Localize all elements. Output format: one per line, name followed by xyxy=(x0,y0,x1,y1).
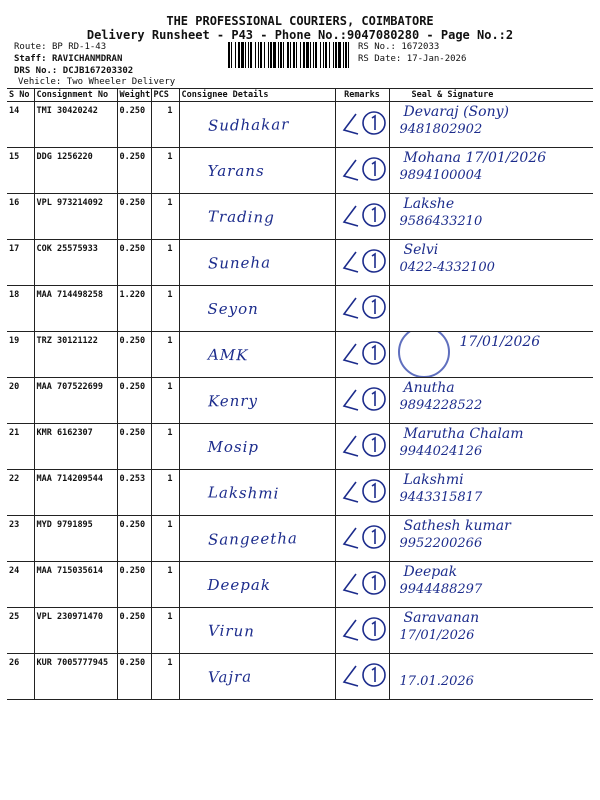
signature-line-2: 17.01.2026 xyxy=(399,674,474,689)
consignee-handwriting: Kenry xyxy=(207,391,258,411)
delivered-tick-mark xyxy=(340,384,390,414)
row-sno: 17 xyxy=(7,240,34,286)
row-consignee xyxy=(179,286,335,332)
row-sno: 16 xyxy=(7,194,34,240)
row-seal-signature xyxy=(389,194,593,240)
row-consignment-no: TRZ 30121122 xyxy=(34,332,117,378)
barcode-bar xyxy=(315,42,317,68)
col-seal-signature: Seal & Signature xyxy=(389,89,593,102)
row-consignee xyxy=(179,240,335,286)
barcode-bar xyxy=(280,42,282,68)
row-consignee xyxy=(179,148,335,194)
consignee-handwriting: Vajra xyxy=(207,667,252,687)
barcode xyxy=(228,42,352,68)
barcode-bar xyxy=(290,42,291,68)
consignee-handwriting: Virun xyxy=(207,621,255,641)
row-remarks xyxy=(335,562,389,608)
barcode-bar xyxy=(228,42,230,68)
row-remarks xyxy=(335,148,389,194)
delivered-tick-mark xyxy=(340,292,390,322)
row-pcs: 1 xyxy=(151,286,179,332)
row-seal-signature xyxy=(389,378,593,424)
consignee-handwriting: Deepak xyxy=(207,576,271,594)
row-seal-signature xyxy=(389,240,593,286)
report-subtitle: Delivery Runsheet - P43 - Phone No.:9047080280 - Page No.:2 xyxy=(86,28,514,42)
signature-line-2: 17/01/2026 xyxy=(399,628,475,643)
signature-line-2: 0422-4332100 xyxy=(399,260,495,275)
col-consignee-details: Consignee Details xyxy=(179,89,335,102)
delivered-tick-mark xyxy=(340,522,390,552)
row-consignee xyxy=(179,378,335,424)
row-consignment-no: TMI 30420242 xyxy=(34,102,117,148)
signature-line-1: Deepak xyxy=(403,564,458,580)
vehicle-line xyxy=(18,77,175,87)
table-row xyxy=(7,378,593,424)
row-remarks xyxy=(335,470,389,516)
row-weight: 0.250 xyxy=(117,562,151,608)
row-seal-signature xyxy=(389,516,593,562)
barcode-bar xyxy=(300,42,301,68)
rs-no-label: RS No.: xyxy=(358,42,396,52)
barcode-bar xyxy=(313,42,314,68)
row-weight: 0.250 xyxy=(117,332,151,378)
rs-date-value: 17-Jan-2026 xyxy=(406,54,467,64)
row-consignee xyxy=(179,562,335,608)
row-remarks xyxy=(335,516,389,562)
runsheet-table xyxy=(7,88,593,700)
row-sno: 22 xyxy=(7,470,34,516)
barcode-bar xyxy=(241,42,244,68)
seal-stamp xyxy=(398,332,450,378)
delivered-tick-mark xyxy=(340,568,390,598)
row-consignee xyxy=(179,654,335,700)
rs-no-line xyxy=(358,42,439,52)
delivered-tick-mark xyxy=(340,660,390,690)
consignee-handwriting: Trading xyxy=(207,207,275,227)
table-row xyxy=(7,332,593,378)
barcode-bar xyxy=(306,42,309,68)
row-sno: 21 xyxy=(7,424,34,470)
barcode-bar xyxy=(248,42,249,68)
barcode-bar xyxy=(310,42,311,68)
barcode-bar xyxy=(270,42,272,68)
table-row xyxy=(7,102,593,148)
row-pcs: 1 xyxy=(151,424,179,470)
row-sno: 14 xyxy=(7,102,34,148)
row-seal-signature xyxy=(389,148,593,194)
row-remarks xyxy=(335,240,389,286)
signature-line-2: 9894228522 xyxy=(399,398,483,413)
route-label: Route: xyxy=(14,42,47,52)
barcode-bar xyxy=(258,42,259,68)
row-pcs: 1 xyxy=(151,516,179,562)
consignee-handwriting: Sangeetha xyxy=(207,529,298,549)
delivered-tick-mark xyxy=(340,200,390,230)
row-consignee xyxy=(179,470,335,516)
consignee-handwriting: AMK xyxy=(207,345,249,365)
row-sno: 25 xyxy=(7,608,34,654)
staff-value: RAVICHANMDRAN xyxy=(51,54,123,64)
barcode-bar xyxy=(235,42,236,68)
barcode-bar xyxy=(325,42,327,68)
signature-line-1: Lakshmi xyxy=(403,472,464,488)
signature-line-1: Lakshe xyxy=(403,196,455,212)
table-row xyxy=(7,194,593,240)
col-pcs: PCS xyxy=(151,89,179,102)
row-remarks xyxy=(335,654,389,700)
consignee-handwriting: Suneha xyxy=(207,253,271,273)
vehicle-label: Vehicle: xyxy=(18,77,62,87)
row-remarks xyxy=(335,608,389,654)
staff-label: Staff: xyxy=(14,54,47,64)
rs-date-label: RS Date: xyxy=(358,54,402,64)
table-row xyxy=(7,148,593,194)
consignee-handwriting: Lakshmi xyxy=(207,483,280,503)
row-consignment-no: MAA 715035614 xyxy=(34,562,117,608)
row-pcs: 1 xyxy=(151,102,179,148)
row-weight: 0.250 xyxy=(117,608,151,654)
row-remarks xyxy=(335,378,389,424)
vehicle-value: Two Wheeler Delivery xyxy=(66,77,176,87)
table-row xyxy=(7,516,593,562)
barcode-bar xyxy=(250,42,252,68)
signature-line-1: Devaraj (Sony) xyxy=(403,104,509,120)
row-seal-signature xyxy=(389,470,593,516)
barcode-bar xyxy=(264,42,265,68)
row-seal-signature xyxy=(389,654,593,700)
row-weight: 0.250 xyxy=(117,424,151,470)
barcode-bar xyxy=(238,42,240,68)
row-remarks xyxy=(335,286,389,332)
row-pcs: 1 xyxy=(151,562,179,608)
barcode-bar xyxy=(320,42,321,68)
row-pcs: 1 xyxy=(151,194,179,240)
row-consignee xyxy=(179,332,335,378)
row-seal-signature xyxy=(389,286,593,332)
row-sno: 26 xyxy=(7,654,34,700)
barcode-bar xyxy=(231,42,232,68)
barcode-bar xyxy=(296,42,297,68)
signature-line-1: Selvi xyxy=(403,242,439,258)
barcode-bar xyxy=(345,42,347,68)
consignee-handwriting: Sudhakar xyxy=(207,115,290,135)
delivered-tick-mark xyxy=(340,246,390,276)
signature-line-1: Mohana 17/01/2026 xyxy=(403,150,547,166)
row-weight: 0.250 xyxy=(117,194,151,240)
barcode-bar xyxy=(323,42,324,68)
drs-value: DCJB167203302 xyxy=(62,66,134,76)
delivered-tick-mark xyxy=(340,476,390,506)
staff-line xyxy=(14,54,122,64)
table-row xyxy=(7,654,593,700)
delivered-tick-mark xyxy=(340,430,390,460)
row-seal-signature xyxy=(389,332,593,378)
row-pcs: 1 xyxy=(151,240,179,286)
delivered-tick-mark xyxy=(340,108,390,138)
signature-line-2: 9586433210 xyxy=(399,214,483,229)
table-row xyxy=(7,286,593,332)
row-remarks xyxy=(335,194,389,240)
barcode-bar xyxy=(260,42,262,68)
barcode-bar xyxy=(329,42,330,68)
barcode-bar xyxy=(278,42,279,68)
signature-line-1: Saravanan xyxy=(403,610,480,626)
row-sno: 18 xyxy=(7,286,34,332)
barcode-bar xyxy=(268,42,269,68)
consignee-handwriting: Mosip xyxy=(207,438,259,456)
row-seal-signature xyxy=(389,102,593,148)
row-consignment-no: VPL 973214092 xyxy=(34,194,117,240)
row-consignee xyxy=(179,102,335,148)
delivered-tick-mark xyxy=(340,338,390,368)
row-sno: 19 xyxy=(7,332,34,378)
table-row xyxy=(7,470,593,516)
row-weight: 0.250 xyxy=(117,654,151,700)
barcode-bar xyxy=(283,42,284,68)
signature-line-2: 9894100004 xyxy=(399,168,483,183)
signature-line-2: 9944024126 xyxy=(399,444,483,459)
table-row xyxy=(7,562,593,608)
row-seal-signature xyxy=(389,608,593,654)
col-weight: Weight xyxy=(117,89,151,102)
signature-line-2: 9443315817 xyxy=(399,490,483,505)
row-consignee xyxy=(179,424,335,470)
row-sno: 20 xyxy=(7,378,34,424)
signature-line-1: 17/01/2026 xyxy=(459,334,541,350)
table-row xyxy=(7,608,593,654)
row-consignment-no: MAA 714498258 xyxy=(34,286,117,332)
delivered-tick-mark xyxy=(340,614,390,644)
row-seal-signature xyxy=(389,424,593,470)
signature-line-2: 9944488297 xyxy=(399,582,483,597)
row-consignee xyxy=(179,608,335,654)
signature-line-1: Marutha Chalam xyxy=(403,426,524,442)
row-pcs: 1 xyxy=(151,332,179,378)
row-consignment-no: KMR 6162307 xyxy=(34,424,117,470)
signature-line-1: Sathesh kumar xyxy=(403,518,511,534)
row-consignment-no: MAA 707522699 xyxy=(34,378,117,424)
row-pcs: 1 xyxy=(151,378,179,424)
barcode-bar xyxy=(255,42,256,68)
table-row xyxy=(7,424,593,470)
row-weight: 0.250 xyxy=(117,516,151,562)
barcode-bar xyxy=(348,42,349,68)
signature-line-2: 9952200266 xyxy=(399,536,483,551)
row-remarks xyxy=(335,424,389,470)
row-consignment-no: KUR 7005777945 xyxy=(34,654,117,700)
row-consignee xyxy=(179,516,335,562)
barcode-bar xyxy=(338,42,341,68)
row-pcs: 1 xyxy=(151,148,179,194)
row-consignment-no: VPL 230971470 xyxy=(34,608,117,654)
signature-line-2: 9481802902 xyxy=(399,122,483,137)
row-consignment-no: DDG 1256220 xyxy=(34,148,117,194)
row-weight: 0.250 xyxy=(117,102,151,148)
rs-date-line xyxy=(358,54,466,64)
row-sno: 23 xyxy=(7,516,34,562)
row-weight: 0.250 xyxy=(117,378,151,424)
barcode-bar xyxy=(335,42,337,68)
barcode-bar xyxy=(333,42,334,68)
barcode-bar xyxy=(273,42,276,68)
row-consignment-no: COK 25575933 xyxy=(34,240,117,286)
row-consignee xyxy=(179,194,335,240)
row-consignment-no: MYD 9791895 xyxy=(34,516,117,562)
route-line xyxy=(14,42,106,52)
drs-line xyxy=(14,66,133,76)
row-weight: 0.253 xyxy=(117,470,151,516)
delivered-tick-mark xyxy=(340,154,390,184)
report-title: THE PROFESSIONAL COURIERS, COIMBATORE xyxy=(166,14,434,28)
barcode-bar xyxy=(343,42,344,68)
barcode-bar xyxy=(245,42,246,68)
consignee-handwriting: Yarans xyxy=(207,162,265,180)
row-pcs: 1 xyxy=(151,470,179,516)
drs-label: DRS No.: xyxy=(14,66,58,76)
route-value: BP RD-1-43 xyxy=(51,42,107,52)
table-row xyxy=(7,240,593,286)
barcode-bar xyxy=(287,42,289,68)
row-pcs: 1 xyxy=(151,654,179,700)
col-consignment-no: Consignment No xyxy=(34,89,117,102)
row-seal-signature xyxy=(389,562,593,608)
consignee-handwriting: Seyon xyxy=(207,300,259,318)
table-header-row xyxy=(7,89,593,102)
row-remarks xyxy=(335,332,389,378)
barcode-bar xyxy=(293,42,295,68)
signature-line-1: Anutha xyxy=(403,380,455,396)
row-weight: 0.250 xyxy=(117,148,151,194)
col-remarks: Remarks xyxy=(335,89,389,102)
row-weight: 1.220 xyxy=(117,286,151,332)
rs-no-value: 1672033 xyxy=(401,42,440,52)
row-consignment-no: MAA 714209544 xyxy=(34,470,117,516)
row-pcs: 1 xyxy=(151,608,179,654)
row-weight: 0.250 xyxy=(117,240,151,286)
row-remarks xyxy=(335,102,389,148)
row-sno: 24 xyxy=(7,562,34,608)
row-sno: 15 xyxy=(7,148,34,194)
barcode-bar xyxy=(303,42,305,68)
col-sno: S No xyxy=(7,89,34,102)
